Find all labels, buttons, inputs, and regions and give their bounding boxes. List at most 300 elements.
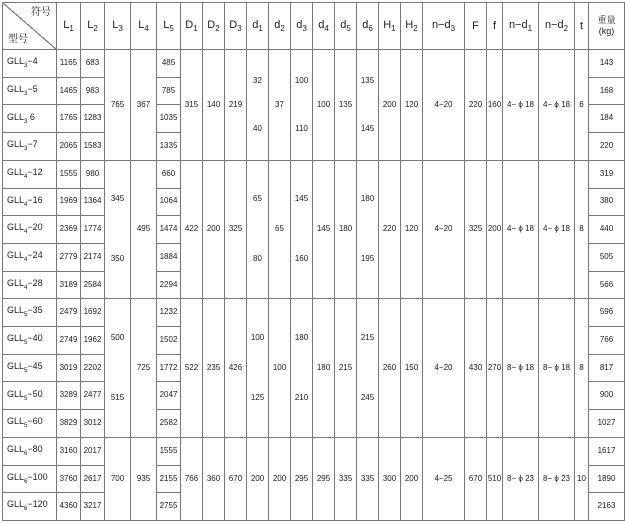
cell-d4 — [313, 437, 335, 520]
cell-L3 — [105, 160, 131, 299]
cell-weight: 817 — [589, 354, 625, 382]
column-header-symbol: d — [252, 18, 259, 31]
cell-h1 — [379, 50, 401, 161]
cell-d6 — [357, 437, 379, 520]
model-subscript: 5 — [24, 339, 28, 346]
column-header — [57, 3, 81, 50]
cell-d2 — [269, 160, 291, 299]
cell-L2: 1774 — [81, 216, 105, 244]
column-header — [157, 3, 181, 50]
cell-d2 — [203, 50, 225, 161]
cell-d3-value: 180 — [294, 332, 309, 342]
table-row — [3, 299, 625, 327]
model-name: GLL — [7, 222, 25, 233]
column-header-subscript: 1 — [193, 23, 198, 33]
cell-t-value: 10 — [577, 473, 586, 483]
cell-d1-value: 422 — [184, 224, 199, 234]
cell-L1: 1165 — [57, 50, 81, 78]
dimension-table — [2, 2, 625, 521]
cell-weight: 1890 — [589, 465, 625, 493]
cell-h2 — [401, 50, 423, 161]
cell-d5-value: 135 — [338, 99, 353, 109]
cell-n-d3-value: 4−20 — [434, 224, 453, 234]
model-suffix: −4 — [27, 56, 38, 67]
cell-n-d2 — [539, 50, 575, 161]
column-header-symbol: H — [405, 18, 414, 31]
cell-L4 — [131, 50, 157, 161]
column-header — [575, 3, 589, 50]
cell-L3-value: 350 — [110, 254, 125, 264]
model-cell — [3, 299, 57, 327]
column-header-subscript: 3 — [450, 23, 456, 33]
cell-L5: 1232 — [157, 299, 181, 327]
model-cell — [3, 437, 57, 465]
column-header-symbol: f — [492, 19, 497, 32]
cell-L3 — [105, 437, 131, 520]
column-header-symbol: L — [138, 18, 145, 31]
cell-weight: 319 — [589, 160, 625, 188]
cell-L1: 1555 — [57, 160, 81, 188]
cell-d2-value: 140 — [206, 99, 221, 109]
model-cell — [3, 327, 57, 355]
column-header-symbol: n−d — [431, 18, 451, 31]
cell-L2: 2202 — [81, 354, 105, 382]
cell-d5-value: 180 — [338, 224, 353, 234]
cell-L2: 3217 — [81, 493, 105, 521]
model-cell — [3, 354, 57, 382]
cell-f — [465, 160, 487, 299]
cell-h2-value: 150 — [404, 362, 419, 372]
column-header — [313, 3, 335, 50]
cell-d1-value: 32 — [253, 75, 262, 85]
cell-L1: 2779 — [57, 243, 81, 271]
cell-L2: 1364 — [81, 188, 105, 216]
column-header-subscript: 1 — [527, 23, 533, 33]
column-header — [487, 3, 503, 50]
cell-L2: 1962 — [81, 327, 105, 355]
cell-f-value: 510 — [487, 473, 502, 483]
cell-L2: 683 — [81, 50, 105, 78]
cell-n-d3-value: 4−25 — [434, 473, 453, 483]
cell-weight: 380 — [589, 188, 625, 216]
cell-n-d2-value: 4− ϕ 18 — [543, 99, 570, 109]
cell-weight: 184 — [589, 105, 625, 133]
model-subscript: 3 — [24, 90, 28, 97]
cell-L5: 2294 — [157, 271, 181, 299]
cell-d2-value: 65 — [275, 224, 284, 234]
cell-d2-value: 360 — [206, 473, 221, 483]
cell-f-value: 160 — [487, 99, 502, 109]
weight-label: 重量 — [597, 14, 616, 25]
column-header-symbol: L — [87, 18, 94, 31]
model-name: GLL — [7, 277, 25, 288]
column-header-symbol: d — [340, 18, 347, 31]
column-header-subscript: 5 — [169, 23, 174, 33]
cell-d5-value: 335 — [338, 473, 353, 483]
cell-h1 — [379, 160, 401, 299]
cell-d1 — [181, 50, 203, 161]
cell-L5: 1772 — [157, 354, 181, 382]
cell-t — [575, 437, 589, 520]
column-header-subscript: 2 — [563, 23, 569, 33]
cell-f — [465, 437, 487, 520]
cell-L1: 2479 — [57, 299, 81, 327]
cell-L5: 660 — [157, 160, 181, 188]
cell-n-d3 — [423, 437, 465, 520]
cell-f — [465, 299, 487, 438]
column-header — [401, 3, 423, 50]
cell-t — [575, 160, 589, 299]
cell-weight: 766 — [589, 327, 625, 355]
cell-n-d3-value: 4−20 — [434, 362, 453, 372]
cell-d4-value: 180 — [316, 362, 331, 372]
cell-d1-value: 522 — [184, 362, 199, 372]
cell-h2-value: 200 — [404, 473, 419, 483]
cell-L1: 1465 — [57, 77, 81, 105]
cell-L1: 3829 — [57, 410, 81, 438]
cell-n-d2-value: 8− ϕ 23 — [543, 473, 570, 483]
model-suffix: −100 — [27, 471, 48, 482]
column-header-symbol: D — [229, 18, 238, 31]
cell-d5 — [335, 299, 357, 438]
cell-d6 — [357, 299, 379, 438]
cell-d4 — [313, 50, 335, 161]
cell-d1-value: 40 — [253, 123, 262, 133]
model-cell — [3, 105, 57, 133]
cell-f-value: 430 — [468, 362, 483, 372]
model-subscript: 4 — [24, 201, 28, 208]
column-header-subscript: 4 — [144, 23, 149, 33]
cell-L3-value: 500 — [110, 332, 125, 342]
model-name: GLL — [7, 111, 25, 122]
cell-L1: 3160 — [57, 437, 81, 465]
model-cell — [3, 50, 57, 78]
model-name: GLL — [7, 56, 25, 67]
cell-L4-value: 725 — [136, 362, 151, 372]
model-suffix: −35 — [27, 305, 43, 316]
cell-d6-value: 245 — [360, 392, 375, 402]
cell-d4-value: 295 — [316, 473, 331, 483]
table-row — [3, 160, 625, 188]
cell-L4 — [131, 160, 157, 299]
cell-f — [487, 299, 503, 438]
column-header-subscript: 6 — [368, 23, 373, 33]
column-header — [465, 3, 487, 50]
column-header-subscript: 2 — [215, 23, 220, 33]
cell-d1 — [247, 160, 269, 299]
column-header-symbol: L — [112, 18, 119, 31]
cell-d5 — [335, 437, 357, 520]
model-suffix: −60 — [27, 416, 43, 427]
model-cell — [3, 382, 57, 410]
column-header-subscript: 1 — [258, 23, 263, 33]
column-header — [379, 3, 401, 50]
cell-d5-value: 215 — [338, 362, 353, 372]
cell-h2 — [401, 160, 423, 299]
model-cell — [3, 160, 57, 188]
cell-d2 — [269, 299, 291, 438]
cell-t-value: 8 — [579, 224, 584, 234]
cell-L2: 1583 — [81, 133, 105, 161]
cell-L2: 983 — [81, 77, 105, 105]
cell-f — [487, 437, 503, 520]
model-suffix: −12 — [27, 166, 43, 177]
model-suffix: −120 — [27, 499, 48, 510]
cell-h1-value: 260 — [382, 362, 397, 372]
cell-d5 — [335, 160, 357, 299]
cell-d4-value: 100 — [316, 99, 331, 109]
cell-d1 — [247, 437, 269, 520]
cell-d6 — [357, 160, 379, 299]
cell-d3-value: 426 — [228, 362, 243, 372]
cell-L2: 980 — [81, 160, 105, 188]
cell-n-d2-value: 4− ϕ 18 — [543, 224, 570, 234]
column-header-subscript: 5 — [346, 23, 351, 33]
cell-d1 — [181, 437, 203, 520]
cell-f-value: 325 — [468, 224, 483, 234]
column-header-subscript: 1 — [391, 23, 396, 33]
cell-d3 — [225, 160, 247, 299]
cell-d1-value: 766 — [184, 473, 199, 483]
model-name: GLL — [7, 416, 25, 427]
model-suffix: −45 — [27, 360, 43, 371]
cell-d3-value: 210 — [294, 392, 309, 402]
cell-L5: 2155 — [157, 465, 181, 493]
cell-d2 — [203, 160, 225, 299]
cell-L2: 1692 — [81, 299, 105, 327]
column-header-symbol: d — [362, 18, 369, 31]
cell-n-d1 — [503, 160, 539, 299]
column-header — [539, 3, 575, 50]
cell-d3 — [225, 437, 247, 520]
column-header — [81, 3, 105, 50]
model-name: GLL — [7, 444, 25, 454]
cell-d6-value: 215 — [360, 332, 375, 342]
cell-weight: 1027 — [589, 410, 625, 438]
model-name: GLL — [7, 139, 25, 150]
column-header — [225, 3, 247, 50]
cell-L4-value: 495 — [136, 224, 151, 234]
cell-d2-value: 37 — [275, 99, 284, 109]
cell-d1-value: 125 — [250, 392, 265, 402]
cell-weight: 220 — [589, 133, 625, 161]
cell-d3-value: 295 — [294, 473, 309, 483]
cell-h2-value: 120 — [404, 224, 419, 234]
cell-d6-value: 145 — [360, 123, 375, 133]
corner-header-cell — [3, 3, 57, 50]
model-name: GLL — [7, 388, 25, 399]
model-suffix: −40 — [27, 333, 43, 344]
model-subscript: 6 — [24, 506, 28, 513]
model-suffix: −80 — [27, 444, 43, 454]
column-header-symbol: d — [296, 18, 303, 31]
cell-d4 — [313, 299, 335, 438]
cell-d1-value: 65 — [253, 194, 262, 204]
model-subscript: 4 — [24, 173, 28, 180]
cell-d4-value: 145 — [316, 224, 331, 234]
cell-h2-value: 120 — [404, 99, 419, 109]
cell-t-value: 6 — [579, 99, 584, 109]
column-header — [105, 3, 131, 50]
cell-d3-value: 325 — [228, 224, 243, 234]
cell-L1: 3289 — [57, 382, 81, 410]
cell-L2: 2584 — [81, 271, 105, 299]
cell-h2 — [401, 437, 423, 520]
table-row — [3, 50, 625, 78]
column-header-symbol: t — [579, 19, 584, 32]
cell-L2: 3012 — [81, 410, 105, 438]
column-header-subscript: 3 — [118, 23, 123, 33]
column-header — [269, 3, 291, 50]
cell-L1: 3760 — [57, 465, 81, 493]
column-header — [131, 3, 157, 50]
model-subscript: 5 — [24, 395, 28, 402]
model-cell — [3, 493, 57, 521]
cell-f-value: 200 — [487, 224, 502, 234]
symbol-label: 符号 — [31, 7, 51, 18]
model-subscript: 4 — [24, 284, 28, 291]
cell-L3 — [105, 50, 131, 161]
column-header — [203, 3, 225, 50]
cell-d3 — [225, 299, 247, 438]
model-name: GLL — [7, 305, 25, 316]
model-suffix: 6 — [27, 111, 35, 122]
model-suffix: −7 — [27, 139, 38, 150]
cell-L2: 2174 — [81, 243, 105, 271]
cell-d6-value: 335 — [360, 473, 375, 483]
cell-L2: 2617 — [81, 465, 105, 493]
model-cell — [3, 77, 57, 105]
cell-weight: 900 — [589, 382, 625, 410]
cell-n-d3 — [423, 299, 465, 438]
cell-h1-value: 220 — [382, 224, 397, 234]
cell-L5: 785 — [157, 77, 181, 105]
column-header-symbol: n−d — [544, 18, 564, 31]
cell-d3-value: 145 — [294, 194, 309, 204]
cell-d2 — [203, 299, 225, 438]
column-header-symbol: D — [185, 18, 194, 31]
cell-d4 — [313, 160, 335, 299]
cell-L1: 3189 — [57, 271, 81, 299]
cell-L5: 1474 — [157, 216, 181, 244]
column-header — [181, 3, 203, 50]
column-header-symbol: H — [383, 18, 392, 31]
cell-d5 — [335, 50, 357, 161]
column-header-symbol: d — [318, 18, 325, 31]
cell-L4 — [131, 299, 157, 438]
cell-L5: 1335 — [157, 133, 181, 161]
cell-n-d3 — [423, 50, 465, 161]
cell-L1: 2369 — [57, 216, 81, 244]
model-subscript: 3 — [24, 62, 28, 69]
cell-n-d1-value: 8− ϕ 23 — [507, 473, 534, 483]
model-name: GLL — [7, 360, 25, 371]
model-name: GLL — [7, 471, 25, 482]
model-name: GLL — [7, 83, 25, 94]
model-subscript: 6 — [24, 478, 28, 485]
cell-n-d2 — [539, 160, 575, 299]
cell-n-d1-value: 8− ϕ 18 — [507, 362, 534, 372]
model-suffix: −28 — [27, 277, 43, 288]
column-header-symbol: L — [63, 18, 70, 31]
cell-L5: 1555 — [157, 437, 181, 465]
column-header-symbol: L — [163, 18, 170, 31]
cell-h1 — [379, 437, 401, 520]
cell-f — [487, 160, 503, 299]
cell-d1 — [247, 50, 269, 161]
cell-L1: 4360 — [57, 493, 81, 521]
cell-d3 — [291, 437, 313, 520]
model-subscript: 5 — [24, 312, 28, 319]
cell-n-d3-value: 4−20 — [434, 99, 453, 109]
cell-n-d2 — [539, 299, 575, 438]
cell-L5: 1502 — [157, 327, 181, 355]
table-body — [3, 50, 625, 521]
column-header — [423, 3, 465, 50]
cell-L1: 2749 — [57, 327, 81, 355]
model-label: 型号 — [8, 34, 28, 45]
cell-d1-value: 315 — [184, 99, 199, 109]
cell-L3-value: 515 — [110, 392, 125, 402]
cell-d3-value: 110 — [295, 123, 308, 133]
cell-d2 — [269, 437, 291, 520]
cell-L2: 2017 — [81, 437, 105, 465]
cell-L5: 1064 — [157, 188, 181, 216]
cell-f — [487, 50, 503, 161]
header-row — [3, 3, 625, 50]
cell-n-d2-value: 8− ϕ 18 — [543, 362, 570, 372]
cell-L5: 2755 — [157, 493, 181, 521]
cell-L1: 1765 — [57, 105, 81, 133]
model-suffix: −20 — [27, 222, 43, 233]
cell-L2: 2477 — [81, 382, 105, 410]
model-subscript: 3 — [24, 146, 28, 153]
column-header-subscript: 4 — [324, 23, 329, 33]
cell-h1 — [379, 299, 401, 438]
column-header — [503, 3, 539, 50]
cell-d6-value: 135 — [360, 75, 375, 85]
cell-d2 — [269, 50, 291, 161]
cell-L4-value: 935 — [136, 473, 151, 483]
cell-L3 — [105, 299, 131, 438]
weight-unit: (kg) — [598, 26, 615, 36]
cell-d1-value: 80 — [253, 254, 262, 264]
cell-d3 — [225, 50, 247, 161]
cell-f-value: 670 — [468, 473, 483, 483]
model-name: GLL — [7, 250, 25, 261]
cell-d3-value: 670 — [228, 473, 243, 483]
cell-d2-value: 235 — [206, 362, 221, 372]
model-subscript: 5 — [24, 367, 28, 374]
cell-f-value: 270 — [487, 362, 502, 372]
cell-t-value: 8 — [579, 362, 584, 372]
cell-L4 — [131, 437, 157, 520]
cell-d6-value: 180 — [360, 194, 375, 204]
cell-weight: 440 — [589, 216, 625, 244]
cell-n-d1 — [503, 437, 539, 520]
cell-d2-value: 100 — [272, 362, 287, 372]
model-name: GLL — [7, 333, 25, 344]
cell-L2: 1283 — [81, 105, 105, 133]
column-header — [247, 3, 269, 50]
cell-weight: 143 — [589, 50, 625, 78]
column-header-subscript: 2 — [280, 23, 285, 33]
cell-d3-value: 100 — [294, 75, 309, 85]
cell-L1: 2065 — [57, 133, 81, 161]
column-header — [291, 3, 313, 50]
cell-n-d1-value: 4− ϕ 18 — [507, 99, 534, 109]
model-subscript: 5 — [24, 423, 28, 430]
